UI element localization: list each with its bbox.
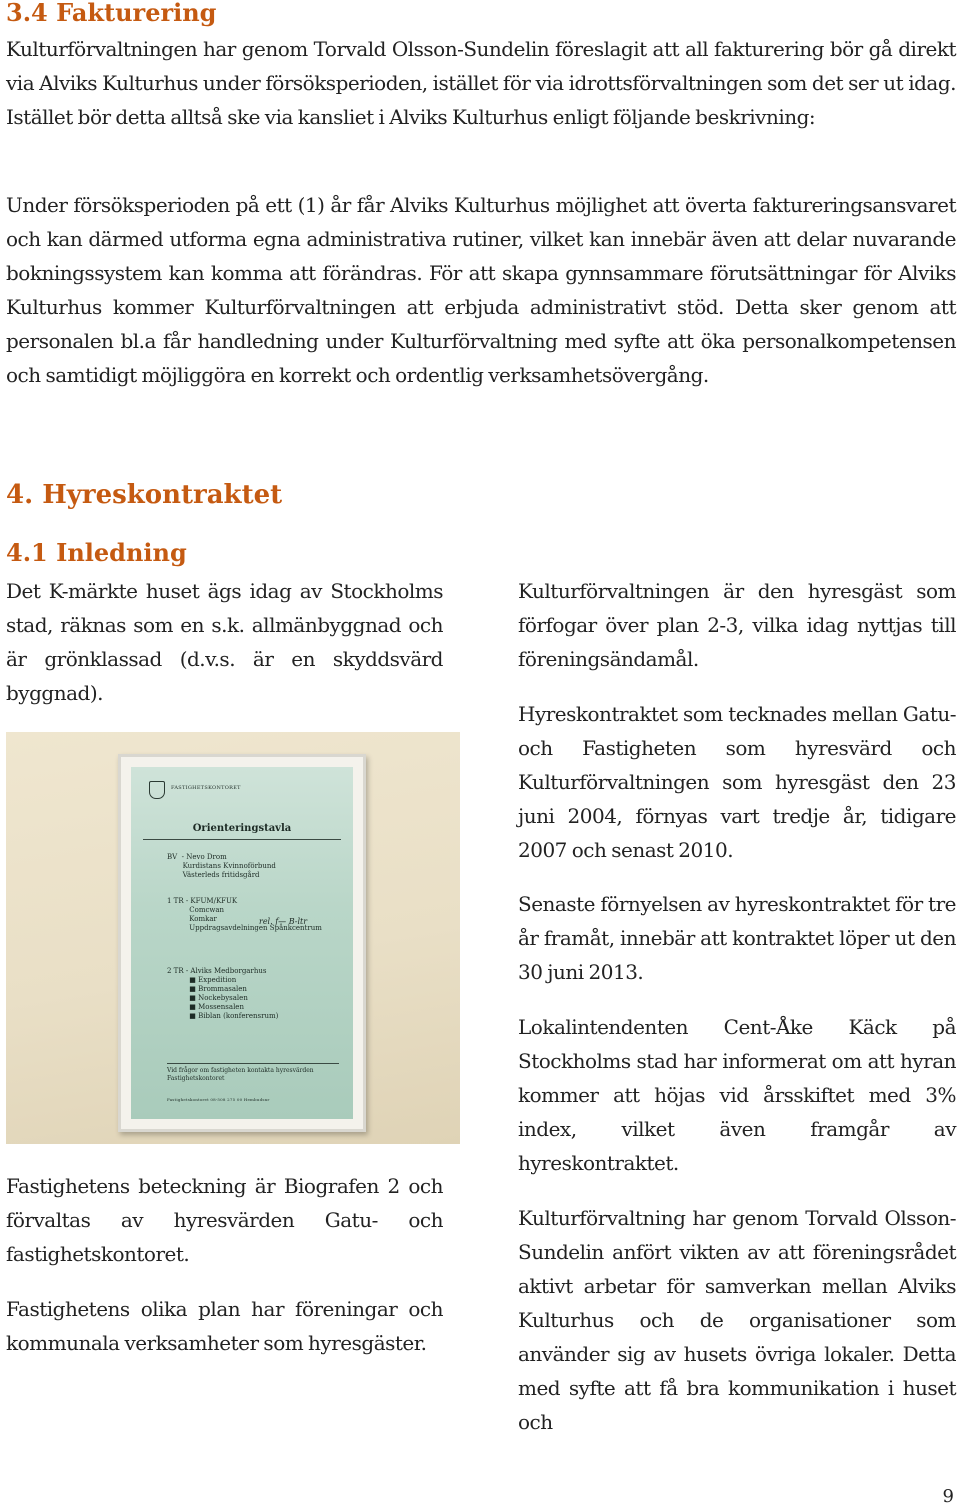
orientation-board-photo xyxy=(6,732,460,1144)
sign-small-print: Fastighetskontoret 08-508 275 00 Hembudsnr xyxy=(167,1097,270,1102)
paragraph-rent-increase: Lokalintendenten Cent-Åke Käck på Stockholms stad har informerat om att hyran kommer att höjas vid årsskiftet med 3% index, vilket även framgår av hyreskontraktet. xyxy=(518,1015,956,1175)
paragraph-lease-renewal: Senaste förnyelsen av hyreskontraktet för tre år framåt, innebär att kontraktet löper ut den 30 juni 2013. xyxy=(518,892,956,984)
page-number: 9 xyxy=(942,1486,954,1507)
section-heading-fakturering: 3.4 Fakturering xyxy=(6,0,217,27)
paragraph-cooperation: Kulturförvaltning har genom Torvald Olsson-Sundelin anfört vikten av att föreningsrådet aktivt arbetar för samverkan mellan Alviks Kulturhus och de organisationer som använder sig av husets övriga lokaler. Detta med syfte att få bra kommunikation i huset och xyxy=(518,1206,956,1434)
paragraph-tenant-floors: Kulturförvaltningen är den hyresgäst som förfogar över plan 2-3, vilka idag nyttjas till föreningsändamål. xyxy=(518,579,956,671)
orientation-board xyxy=(131,767,353,1119)
city-crest-icon xyxy=(149,781,165,799)
sign-floor-1tr: 1 TR - KFUM/KFUK Comcwan Komkar Uppdragsavdelningen Spånkcentrum xyxy=(167,897,322,932)
sign-divider xyxy=(143,839,341,840)
paragraph-fakturering-intro: Kulturförvaltningen har genom Torvald Olsson-Sundelin föreslagit att all fakturering bör gå direkt via Alviks Kulturhus under försöksperioden, istället för via idrottsförvaltningen som det ser ut idag. Istället bör detta alltså ske via kansliet i Alviks Kulturhus enligt följande beskrivning: xyxy=(6,37,956,129)
sign-contact-note: Vid frågor om fastigheten kontakta hyresvärden Fastighetskontoret xyxy=(167,1067,314,1082)
paragraph-building-ownership: Det K-märkte huset ägs idag av Stockholms stad, räknas som en s.k. allmänbyggnad och är grönklassad (d.v.s. är en skyddsvärd byggnad). xyxy=(6,579,443,705)
sign-footer-divider xyxy=(167,1063,339,1064)
paragraph-lease-history: Hyreskontraktet som tecknades mellan Gatu- och Fastigheten som hyresvärd och Kulturförvaltningen som hyresgäst den 23 juni 2004, förnyas vart tredje år, tidigare 2007 och senast 2010. xyxy=(518,702,956,862)
sign-title: Orienteringstavla xyxy=(192,823,292,834)
subsection-heading-inledning: 4.1 Inledning xyxy=(6,538,187,567)
sign-handwriting: rel. f— B-ltr xyxy=(259,917,308,926)
paragraph-tenants: Fastighetens olika plan har föreningar och kommunala verksamheter som hyresgäster. xyxy=(6,1297,443,1355)
paragraph-fakturering-description: Under försöksperioden på ett (1) år får Alviks Kulturhus möjlighet att överta faktureringsansvaret och kan därmed utforma egna administrativa rutiner, vilket kan innebär även att delar nuvarande bokningssystem kan komma att förändras. För att skapa gynnsammare förutsättningar för Alviks Kulturhus kommer Kulturförvaltningen att erbjuda administrativt stöd. Detta sker genom att personalen bl.a får handledning under Kulturförvaltning med syfte att öka personalkompetensen och samtidigt möjliggöra en korrekt och ordentlig verksamhetsövergång. xyxy=(6,193,956,387)
sign-floor-bv: BV - Nevo Drom Kurdistans Kvinnoförbund Västerleds fritidsgård xyxy=(167,853,276,879)
sign-frame xyxy=(118,754,366,1132)
sign-floor-2tr: 2 TR - Alviks Medborgarhus ■ Expedition ■ Brommasalen ■ Nockebysalen ■ Mossensalen ■ Biblan (konferensrum) xyxy=(167,967,279,1020)
section-heading-hyreskontraktet: 4. Hyreskontraktet xyxy=(6,480,283,510)
paragraph-property-designation: Fastighetens beteckning är Biografen 2 och förvaltas av hyresvärden Gatu- och fastighetskontoret. xyxy=(6,1174,443,1266)
sign-org: FASTIGHETSKONTORET xyxy=(171,785,241,791)
